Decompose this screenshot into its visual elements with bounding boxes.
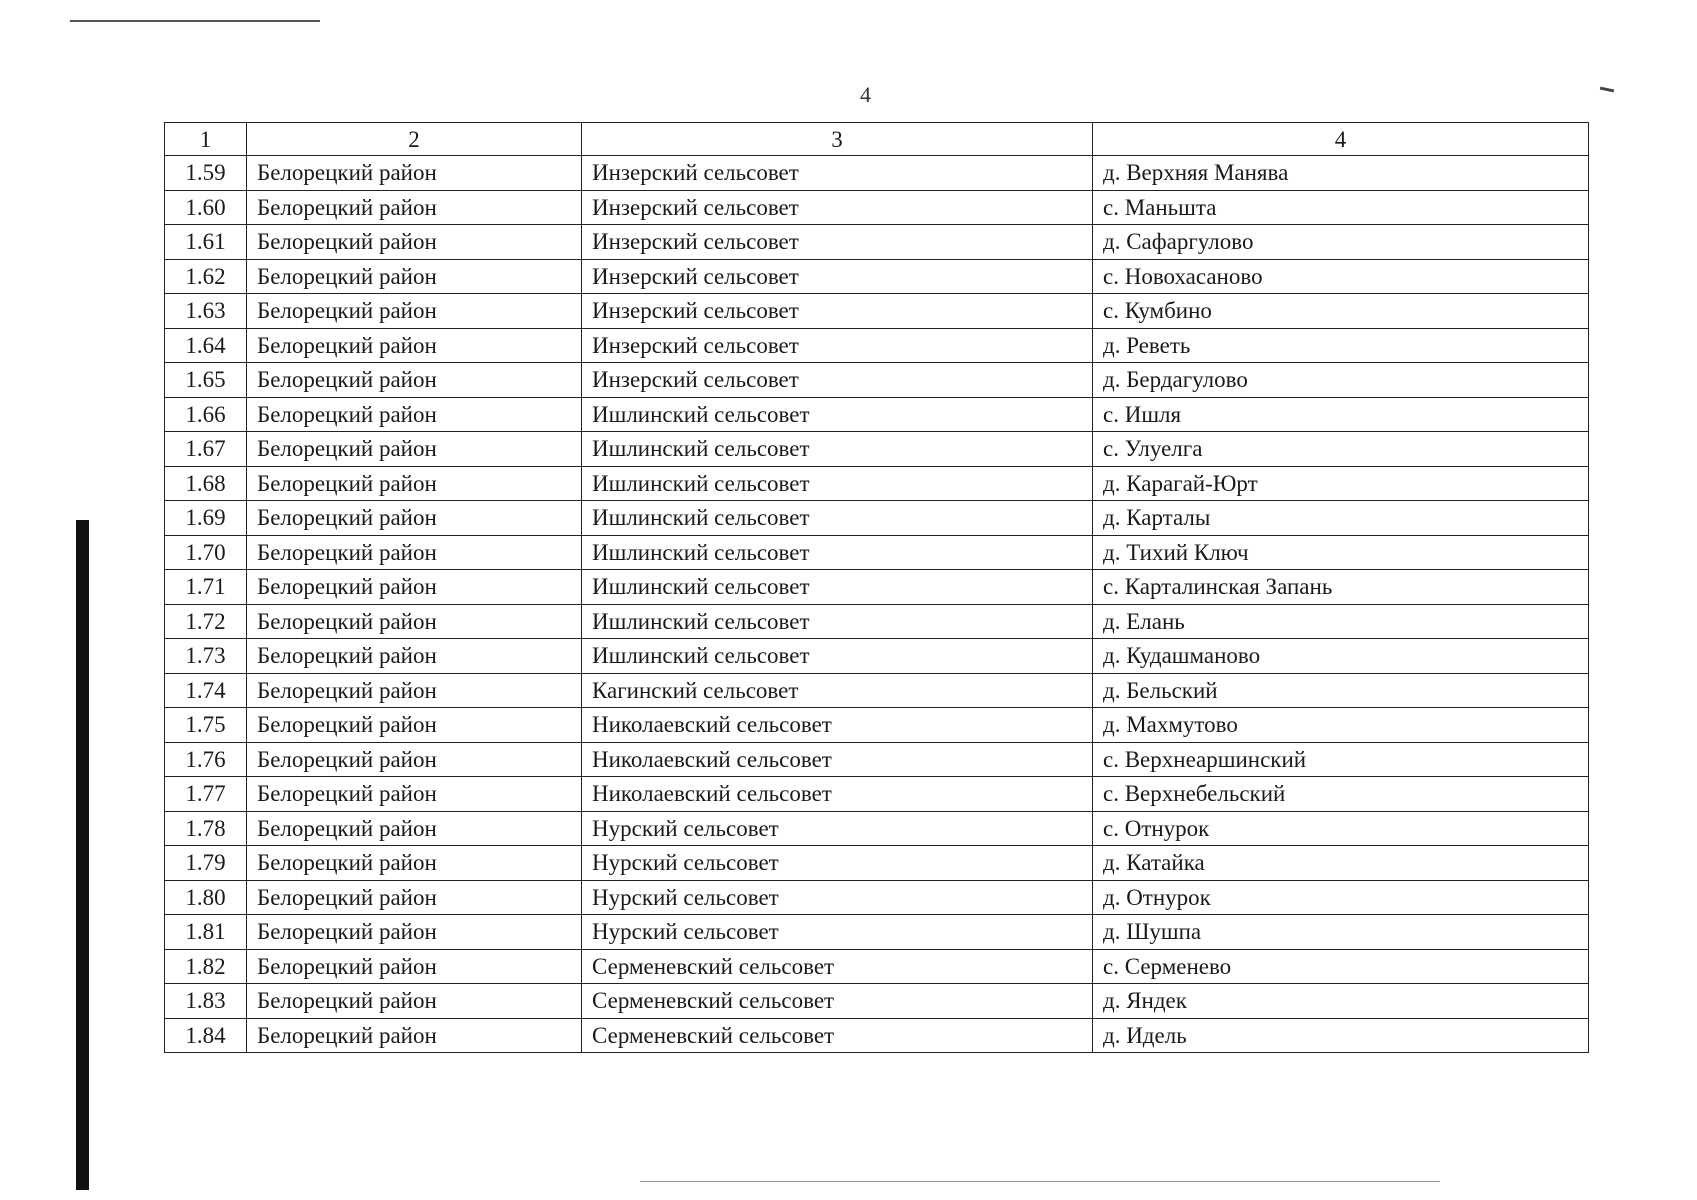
district-cell: Белорецкий район: [247, 639, 582, 674]
row-number-cell: 1.68: [165, 466, 247, 501]
council-cell: Нурский сельсовет: [582, 846, 1093, 881]
district-cell: Белорецкий район: [247, 397, 582, 432]
settlement-cell: д. Сафаргулово: [1093, 225, 1589, 260]
column-header-4: 4: [1093, 123, 1589, 156]
council-cell: Ишлинский сельсовет: [582, 501, 1093, 536]
settlement-cell: д. Идель: [1093, 1018, 1589, 1053]
row-number-cell: 1.67: [165, 432, 247, 467]
row-number-cell: 1.83: [165, 984, 247, 1019]
council-cell: Ишлинский сельсовет: [582, 639, 1093, 674]
settlement-cell: с. Верхнебельский: [1093, 777, 1589, 812]
table-row: [165, 811, 1589, 846]
council-cell: Ишлинский сельсовет: [582, 535, 1093, 570]
settlement-cell: д. Бердагулово: [1093, 363, 1589, 398]
district-cell: Белорецкий район: [247, 673, 582, 708]
council-cell: Ишлинский сельсовет: [582, 604, 1093, 639]
row-number-cell: 1.78: [165, 811, 247, 846]
row-number-cell: 1.80: [165, 880, 247, 915]
table-row: [165, 949, 1589, 984]
row-number-cell: 1.79: [165, 846, 247, 881]
table-row: [165, 570, 1589, 605]
district-cell: Белорецкий район: [247, 984, 582, 1019]
council-cell: Николаевский сельсовет: [582, 708, 1093, 743]
row-number-cell: 1.66: [165, 397, 247, 432]
table-row: [165, 604, 1589, 639]
row-number-cell: 1.72: [165, 604, 247, 639]
table-body: [165, 156, 1589, 1053]
scan-artifact-bottom-line: [640, 1181, 1440, 1182]
settlement-cell: с. Маньшта: [1093, 190, 1589, 225]
council-cell: Инзерский сельсовет: [582, 225, 1093, 260]
district-cell: Белорецкий район: [247, 328, 582, 363]
row-number-cell: 1.69: [165, 501, 247, 536]
table-row: [165, 294, 1589, 329]
table-row: [165, 225, 1589, 260]
scan-artifact-top-line: [70, 20, 320, 22]
row-number-cell: 1.84: [165, 1018, 247, 1053]
district-cell: Белорецкий район: [247, 604, 582, 639]
district-cell: Белорецкий район: [247, 432, 582, 467]
table-row: [165, 259, 1589, 294]
council-cell: Ишлинский сельсовет: [582, 432, 1093, 467]
settlement-cell: д. Карталы: [1093, 501, 1589, 536]
council-cell: Серменевский сельсовет: [582, 1018, 1093, 1053]
row-number-cell: 1.59: [165, 156, 247, 191]
district-cell: Белорецкий район: [247, 156, 582, 191]
council-cell: Ишлинский сельсовет: [582, 570, 1093, 605]
page-number: 4: [860, 82, 871, 107]
council-cell: Николаевский сельсовет: [582, 742, 1093, 777]
table-row: [165, 432, 1589, 467]
district-cell: Белорецкий район: [247, 259, 582, 294]
council-cell: Инзерский сельсовет: [582, 294, 1093, 329]
district-cell: Белорецкий район: [247, 466, 582, 501]
settlement-cell: д. Махмутово: [1093, 708, 1589, 743]
row-number-cell: 1.60: [165, 190, 247, 225]
table-row: [165, 501, 1589, 536]
district-cell: Белорецкий район: [247, 570, 582, 605]
council-cell: Ишлинский сельсовет: [582, 466, 1093, 501]
table-row: [165, 190, 1589, 225]
row-number-cell: 1.62: [165, 259, 247, 294]
settlement-cell: д. Карагай-Юрт: [1093, 466, 1589, 501]
row-number-cell: 1.81: [165, 915, 247, 950]
scan-artifact-speck: [1600, 87, 1614, 93]
settlement-cell: с. Карталинская Запань: [1093, 570, 1589, 605]
table-row: [165, 880, 1589, 915]
district-cell: Белорецкий район: [247, 811, 582, 846]
row-number-cell: 1.82: [165, 949, 247, 984]
council-cell: Инзерский сельсовет: [582, 259, 1093, 294]
council-cell: Николаевский сельсовет: [582, 777, 1093, 812]
council-cell: Серменевский сельсовет: [582, 984, 1093, 1019]
table-row: [165, 915, 1589, 950]
row-number-cell: 1.76: [165, 742, 247, 777]
council-cell: Нурский сельсовет: [582, 880, 1093, 915]
district-cell: Белорецкий район: [247, 777, 582, 812]
row-number-cell: 1.64: [165, 328, 247, 363]
council-cell: Инзерский сельсовет: [582, 190, 1093, 225]
settlement-cell: с. Отнурок: [1093, 811, 1589, 846]
settlement-cell: д. Реветь: [1093, 328, 1589, 363]
table-row: [165, 156, 1589, 191]
table-row: [165, 535, 1589, 570]
column-header-3: 3: [582, 123, 1093, 156]
table-row: [165, 328, 1589, 363]
district-cell: Белорецкий район: [247, 915, 582, 950]
settlement-cell: д. Яндек: [1093, 984, 1589, 1019]
scan-artifact-left-bar: [76, 520, 89, 1190]
row-number-cell: 1.63: [165, 294, 247, 329]
settlement-cell: с. Новохасаново: [1093, 259, 1589, 294]
district-cell: Белорецкий район: [247, 742, 582, 777]
table-row: [165, 639, 1589, 674]
council-cell: Нурский сельсовет: [582, 811, 1093, 846]
district-cell: Белорецкий район: [247, 708, 582, 743]
column-header-1: 1: [165, 123, 247, 156]
settlement-cell: д. Бельский: [1093, 673, 1589, 708]
district-cell: Белорецкий район: [247, 880, 582, 915]
settlement-cell: д. Шушпа: [1093, 915, 1589, 950]
table-row: [165, 708, 1589, 743]
row-number-cell: 1.71: [165, 570, 247, 605]
settlement-cell: д. Елань: [1093, 604, 1589, 639]
settlement-cell: с. Улуелга: [1093, 432, 1589, 467]
row-number-cell: 1.65: [165, 363, 247, 398]
settlement-cell: д. Тихий Ключ: [1093, 535, 1589, 570]
council-cell: Серменевский сельсовет: [582, 949, 1093, 984]
settlement-cell: с. Верхнеаршинский: [1093, 742, 1589, 777]
table-row: [165, 777, 1589, 812]
settlement-cell: с. Кумбино: [1093, 294, 1589, 329]
table-row: [165, 466, 1589, 501]
council-cell: Инзерский сельсовет: [582, 363, 1093, 398]
settlement-cell: д. Кудашманово: [1093, 639, 1589, 674]
council-cell: Нурский сельсовет: [582, 915, 1093, 950]
council-cell: Инзерский сельсовет: [582, 156, 1093, 191]
district-cell: Белорецкий район: [247, 190, 582, 225]
column-header-2: 2: [247, 123, 582, 156]
settlement-cell: д. Верхняя Манява: [1093, 156, 1589, 191]
district-cell: Белорецкий район: [247, 846, 582, 881]
table-row: [165, 742, 1589, 777]
row-number-cell: 1.77: [165, 777, 247, 812]
settlements-table: [164, 122, 1589, 1053]
council-cell: Кагинский сельсовет: [582, 673, 1093, 708]
table-row: [165, 1018, 1589, 1053]
row-number-cell: 1.74: [165, 673, 247, 708]
settlement-cell: д. Катайка: [1093, 846, 1589, 881]
district-cell: Белорецкий район: [247, 535, 582, 570]
settlement-cell: с. Ишля: [1093, 397, 1589, 432]
council-cell: Ишлинский сельсовет: [582, 397, 1093, 432]
council-cell: Инзерский сельсовет: [582, 328, 1093, 363]
table-header-row: [165, 123, 1589, 156]
district-cell: Белорецкий район: [247, 363, 582, 398]
row-number-cell: 1.70: [165, 535, 247, 570]
district-cell: Белорецкий район: [247, 1018, 582, 1053]
settlement-cell: д. Отнурок: [1093, 880, 1589, 915]
table-row: [165, 397, 1589, 432]
table-row: [165, 984, 1589, 1019]
table-row: [165, 846, 1589, 881]
district-cell: Белорецкий район: [247, 949, 582, 984]
district-cell: Белорецкий район: [247, 501, 582, 536]
table-row: [165, 363, 1589, 398]
table-row: [165, 673, 1589, 708]
district-cell: Белорецкий район: [247, 294, 582, 329]
row-number-cell: 1.75: [165, 708, 247, 743]
district-cell: Белорецкий район: [247, 225, 582, 260]
settlement-cell: с. Серменево: [1093, 949, 1589, 984]
row-number-cell: 1.61: [165, 225, 247, 260]
row-number-cell: 1.73: [165, 639, 247, 674]
